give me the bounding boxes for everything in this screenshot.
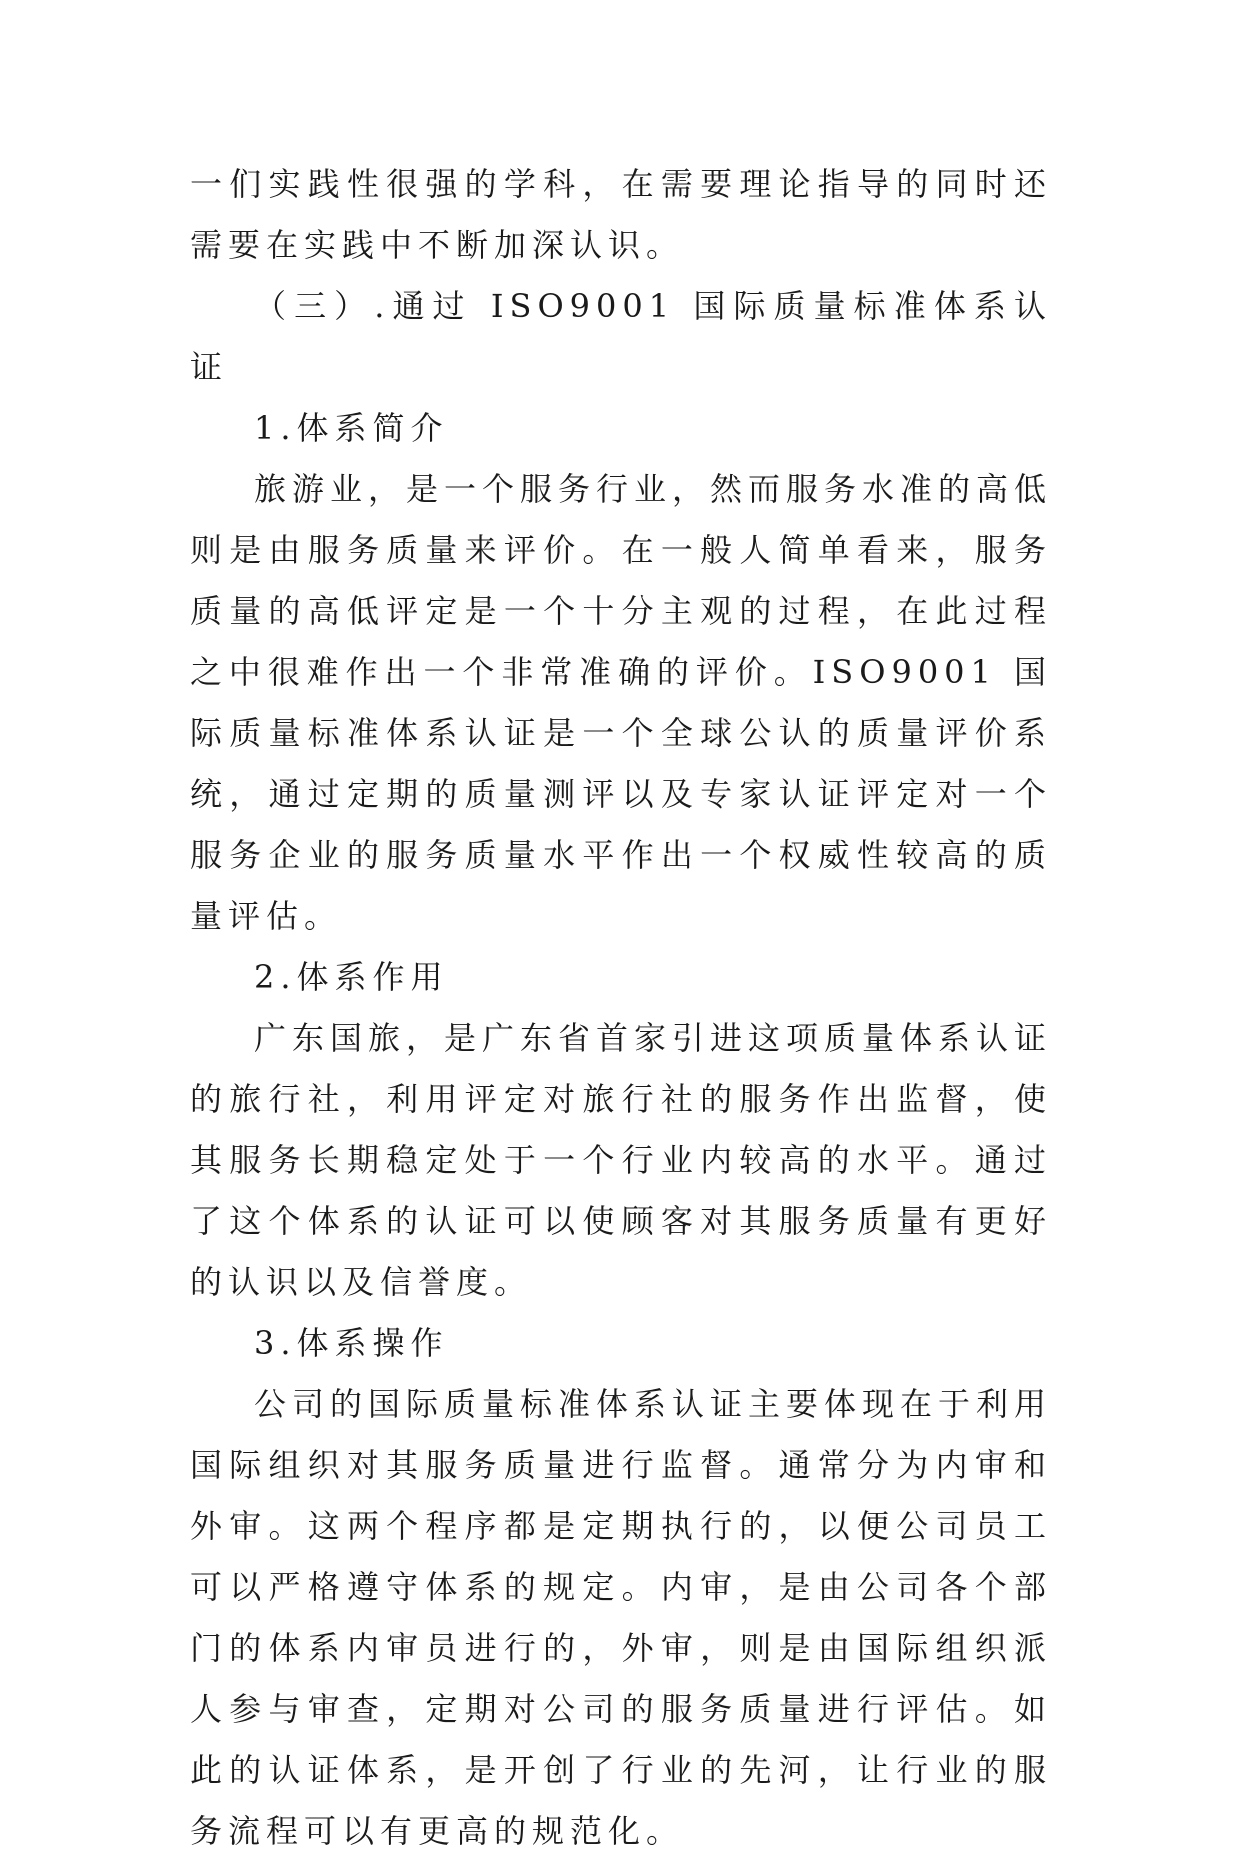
paragraph-system-intro: 旅游业，是一个服务行业，然而服务水准的高低则是由服务质量来评价。在一般人简单看来，服务质量的高低评定是一个十分主观的过程，在此过程之中很难作出一个非常准确的评价。ISO9001 国际质量标准体系认证是一个全球公认的质量评价系统，通过定期的质量测评以及专家认证评定对一个服务企业的服务质量水平作出一个权威性较高的质量评估。 <box>190 470 1053 935</box>
paragraph-system-function: 广东国旅，是广东省首家引进这项质量体系认证的旅行社，利用评定对旅行社的服务作出监督，使其服务长期稳定处于一个行业内较高的水平。通过了这个体系的认证可以使顾客对其服务质量有更好的认识以及信誉度。 <box>190 1019 1053 1301</box>
subheading-system-function: 2.体系作用 <box>254 958 449 996</box>
document-body <box>190 154 1052 1862</box>
section-heading: （三）.通过 ISO9001 国际质量标准体系认证 <box>190 287 1052 386</box>
subheading-system-operation: 3.体系操作 <box>254 1324 449 1362</box>
subheading-system-intro: 1.体系简介 <box>254 409 449 447</box>
paragraph-continuation: 一们实践性很强的学科，在需要理论指导的同时还需要在实践中不断加深认识。 <box>190 165 1052 264</box>
paragraph-system-operation: 公司的国际质量标准体系认证主要体现在于利用国际组织对其服务质量进行监督。通常分为内审和外审。这两个程序都是定期执行的，以便公司员工可以严格遵守体系的规定。内审，是由公司各个部门的体系内审员进行的，外审，则是由国际组织派人参与审查，定期对公司的服务质量进行评估。如此的认证体系，是开创了行业的先河，让行业的服务流程可以有更高的规范化。 <box>190 1385 1053 1850</box>
